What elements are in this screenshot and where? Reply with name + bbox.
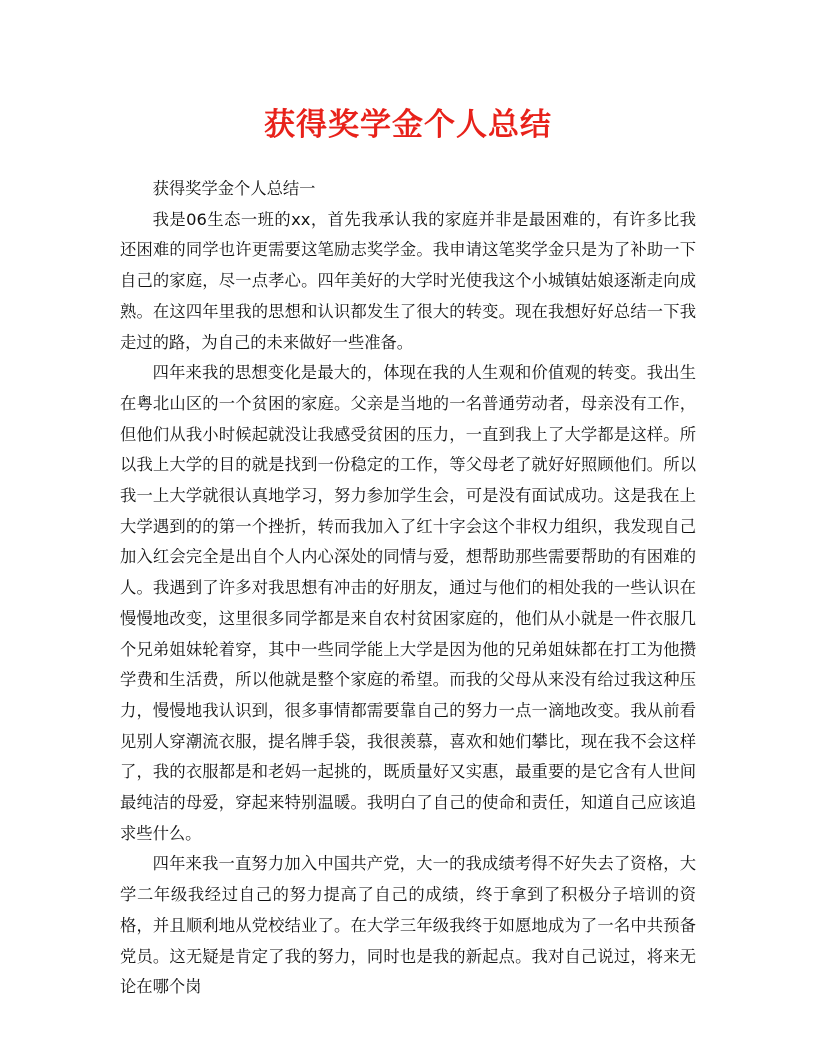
paragraph-3: 四年来我一直努力加入中国共产党，大一的我成绩考得不好失去了资格，大学二年级我经过自己的努力提高了自己的成绩，终于拿到了积极分子培训的资格，并且顺利地从党校结业了。在大学三年级我终于如愿地成为了一名中共预备党员。这无疑是肯定了我的努力，同时也是我的新起点。我对自己说过，将来无论在哪个岗 (120, 854, 696, 997)
paragraph-2: 四年来我的思想变化是最大的，体现在我的人生观和价值观的转变。我出生在粤北山区的一个贫困的家庭。父亲是当地的一名普通劳动者，母亲没有工作，但他们从我小时候起就没让我感受贫困的压力，一直到我上了大学都是这样。所以我上大学的目的就是找到一份稳定的工作，等父母老了就好好照顾他们。所以我一上大学就很认真地学习，努力参加学生会，可是没有面试成功。这是我在上大学遇到的的第一个挫折，转而我加入了红十字会这个非权力组织，我发现自己加入红会完全是出自个人内心深处的同情与爱，想帮助那些需要帮助的有困难的人。我遇到了许多对我思想有冲击的好朋友，通过与他们的相处我的一些认识在慢慢地改变，这里很多同学都是来自农村贫困家庭的，他们从小就是一件衣服几个兄弟姐妹轮着穿，其中一些同学能上大学是因为他的兄弟姐妹都在打工为他攒学费和生活费，所以他就是整个家庭的希望。而我的父母从来没有给过我这种压力，慢慢地我认识到，很多事情都需要靠自己的努力一点一滴地改变。我从前看见别人穿潮流衣服，提名牌手袋，我很羡慕，喜欢和她们攀比，现在我不会这样了，我的衣服都是和老妈一起挑的，既质量好又实惠，最重要的是它含有人世间最纯洁的母爱，穿起来特别温暖。我明白了自己的使命和责任，知道自己应该追求些什么。 (120, 363, 696, 843)
paragraph-1: 我是06生态一班的xx，首先我承认我的家庭并非是最困难的，有许多比我还困难的同学也许更需要这笔励志奖学金。我申请这笔奖学金只是为了补助一下自己的家庭，尽一点孝心。四年美好的大学时光使我这个小城镇姑娘逐渐走向成熟。在这四年里我的思想和认识都发生了很大的转变。现在我想好好总结一下我走过的路，为自己的未来做好一些准备。 (120, 209, 696, 352)
document-title: 获得奖学金个人总结 (264, 107, 552, 143)
document-body (120, 174, 696, 1003)
section-subheading: 获得奖学金个人总结一 (152, 179, 316, 198)
